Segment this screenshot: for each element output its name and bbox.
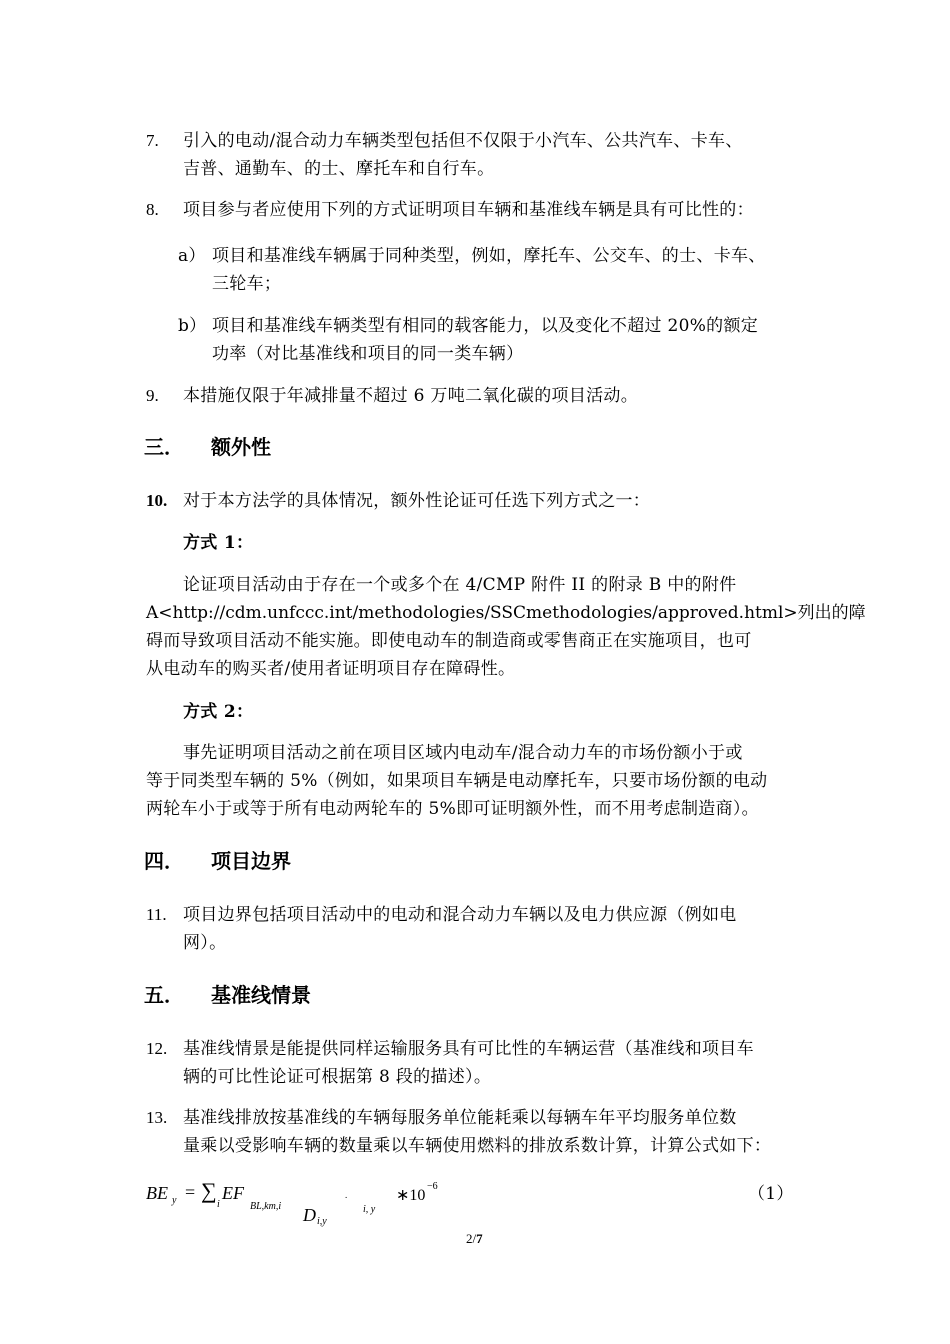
item-text-line: 辆的可比性论证可根据第 8 段的描述）。 bbox=[183, 1067, 492, 1087]
formula-ef-subscript: BL,km,i bbox=[250, 1201, 282, 1212]
page-number-total: 7 bbox=[476, 1231, 483, 1246]
section-title: 额外性 bbox=[211, 435, 271, 459]
section-number: 四． bbox=[144, 849, 184, 873]
item-number: 12. bbox=[146, 1039, 168, 1058]
page-number-current: 2/ bbox=[466, 1231, 477, 1246]
method-text-line: 论证项目活动由于存在一个或多个在 4/CMP 附件 II 的附录 B 中的附件 bbox=[183, 575, 737, 595]
formula-d: D bbox=[303, 1205, 316, 1225]
subitem-label: a） bbox=[178, 246, 206, 266]
formula-equals: = bbox=[185, 1182, 196, 1202]
page-number bbox=[466, 1231, 483, 1247]
section-heading bbox=[144, 982, 444, 1008]
item-text-line: 网）。 bbox=[183, 933, 227, 953]
formula-sum-subscript: i bbox=[217, 1199, 220, 1210]
item-text-line: 吉普、通勤车、的士、摩托车和自行车。 bbox=[183, 159, 495, 179]
item-text-line: 基准线情景是能提供同样运输服务具有可比性的车辆运营（基准线和项目车 bbox=[183, 1039, 754, 1059]
section-number: 五． bbox=[144, 983, 184, 1007]
method-title: 方式 1： bbox=[183, 533, 254, 553]
formula-number: （1） bbox=[748, 1184, 794, 1204]
formula-multiplier: ∗10 bbox=[396, 1187, 426, 1204]
formula-extra-subscript: i, y bbox=[363, 1204, 376, 1215]
method-title: 方式 2： bbox=[183, 702, 254, 722]
item-number: 13. bbox=[146, 1108, 168, 1127]
method-text-line: 碍而导致项目活动不能实施。即使电动车的制造商或零售商正在实施项目，也可 bbox=[146, 631, 752, 651]
section-title: 基准线情景 bbox=[211, 983, 311, 1007]
method-text-line: 两轮车小于或等于所有电动两轮车的 5%即可证明额外性，而不用考虑制造商）。 bbox=[146, 799, 759, 819]
item-text-line: 基准线排放按基准线的车辆每服务单位能耗乘以每辆车年平均服务单位数 bbox=[183, 1108, 737, 1128]
item-text-line: 对于本方法学的具体情况，额外性论证可任选下列方式之一： bbox=[183, 491, 651, 511]
section-title: 项目边界 bbox=[211, 849, 291, 873]
item-number: 7. bbox=[146, 131, 159, 150]
subitem-text-line: 项目和基准线车辆属于同种类型，例如，摩托车、公交车、的士、卡车、 bbox=[212, 246, 766, 266]
subitem-text-line: 功率（对比基准线和项目的同一类车辆） bbox=[212, 344, 524, 364]
item-number: 8. bbox=[146, 200, 159, 219]
item-text-line: 引入的电动/混合动力车辆类型包括但不仅限于小汽车、公共汽车、卡车、 bbox=[183, 131, 743, 151]
section-heading bbox=[144, 434, 444, 460]
method-text-line: 事先证明项目活动之前在项目区域内电动车/混合动力车的市场份额小于或 bbox=[183, 743, 743, 763]
formula-exponent: −6 bbox=[427, 1181, 438, 1192]
item-text-line: 本措施仅限于年减排量不超过 6 万吨二氧化碳的项目活动。 bbox=[183, 386, 639, 406]
item-text-line: 量乘以受影响车辆的数量乘以车辆使用燃料的排放系数计算，计算公式如下： bbox=[183, 1136, 772, 1156]
item-number: 9. bbox=[146, 386, 159, 405]
formula-ef: EF bbox=[222, 1183, 244, 1203]
item-text-line: 项目边界包括项目活动中的电动和混合动力车辆以及电力供应源（例如电 bbox=[183, 905, 737, 925]
formula-dot: . bbox=[345, 1190, 348, 1200]
section-heading bbox=[144, 848, 444, 874]
item-text-line: 项目参与者应使用下列的方式证明项目车辆和基准线车辆是具有可比性的： bbox=[183, 200, 754, 220]
method-text-line: 等于同类型车辆的 5%（例如，如果项目车辆是电动摩托车，只要市场份额的电动 bbox=[146, 771, 768, 791]
subitem-label: b） bbox=[178, 316, 207, 336]
formula-be: BE bbox=[146, 1183, 168, 1203]
subitem-text-line: 项目和基准线车辆类型有相同的载客能力，以及变化不超过 20%的额定 bbox=[212, 316, 759, 336]
method-text-line: A<http://cdm.unfccc.int/methodologies/SSCmethodologies/approved.html>列出的障 bbox=[146, 603, 866, 623]
formula-d-subscript: i,y bbox=[317, 1216, 327, 1227]
subitem-text-line: 三轮车； bbox=[212, 274, 282, 294]
formula-be-subscript: y bbox=[172, 1195, 177, 1206]
formula-sum-symbol: ∑ bbox=[201, 1178, 217, 1203]
method-text-line: 从电动车的购买者/使用者证明项目存在障碍性。 bbox=[146, 659, 516, 679]
item-number: 11. bbox=[146, 905, 167, 924]
section-number: 三． bbox=[144, 435, 184, 459]
item-number: 10. bbox=[146, 491, 168, 510]
